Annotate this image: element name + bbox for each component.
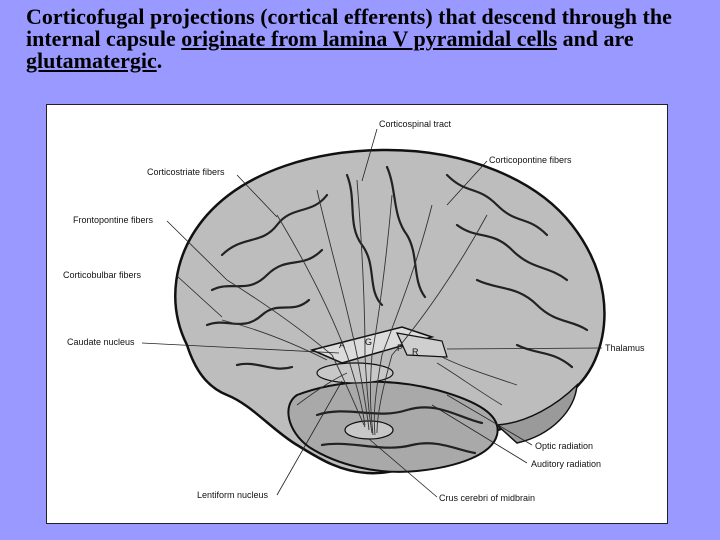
label-frontopontine-fibers: Frontopontine fibers [73,215,154,225]
label-corticostriate-fibers: Corticostriate fibers [147,167,225,177]
capsule-letter-p: P [397,343,404,353]
label-thalamus: Thalamus [605,343,645,353]
label-optic-radiation: Optic radiation [535,441,594,451]
title-underline-origin: originate from lamina V pyramidal cells [181,26,558,51]
brain-diagram [46,104,668,524]
brain-illustration [47,105,667,523]
title-text-2: and are [557,26,634,51]
label-auditory-radiation: Auditory radiation [531,459,602,469]
label-crus-cerebri: Crus cerebri of midbrain [439,493,536,503]
label-corticobulbar-fibers: Corticobulbar fibers [63,270,142,280]
label-corticospinal-tract: Corticospinal tract [379,119,452,129]
title-text-1: Corticofugal projections (cortical efferents) that descend through the internal capsule [26,4,672,51]
capsule-letter-r: R [412,347,419,357]
label-caudate-nucleus: Caudate nucleus [67,337,135,347]
slide-title [26,6,706,72]
label-lentiform-nucleus: Lentiform nucleus [197,490,269,500]
capsule-letter-g: G [365,337,373,347]
title-text-3: . [156,48,163,73]
title-underline-glutamatergic: glutamatergic [26,48,157,73]
label-corticopontine-fibers: Corticopontine fibers [489,155,572,165]
capsule-letter-a: A [339,340,346,350]
